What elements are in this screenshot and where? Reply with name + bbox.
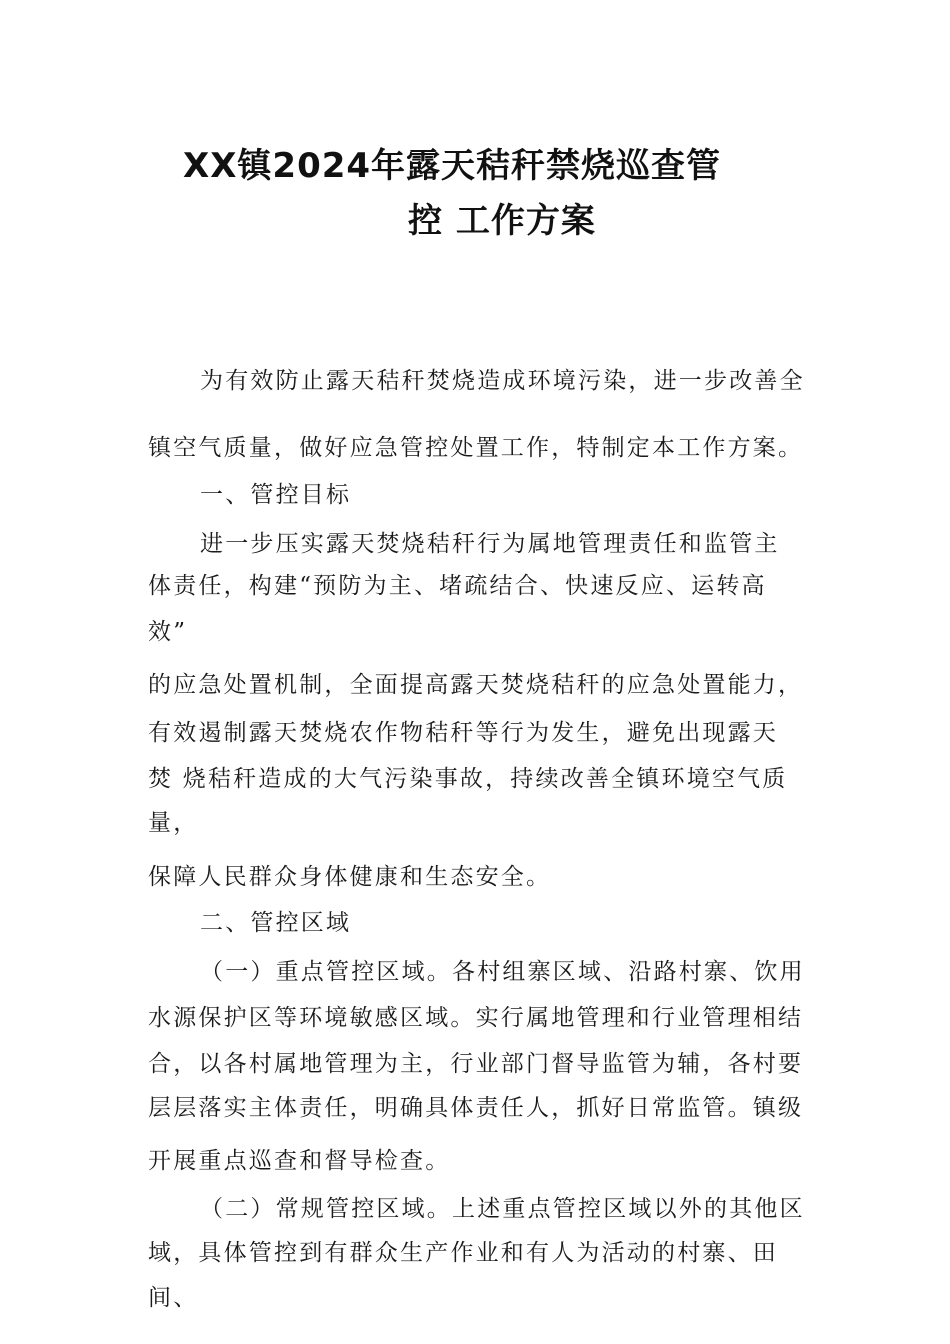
document-title-line-1: XX镇2024年露天秸秆禁烧巡查管 <box>183 146 722 186</box>
body-line: 量， <box>148 810 199 836</box>
body-line: 保障人民群众身体健康和生态安全。 <box>148 864 552 890</box>
body-line: 有效遏制露天焚烧农作物秸秆等行为发生，避免出现露天 <box>148 720 778 746</box>
body-line: 域，具体管控到有群众生产作业和有人为活动的村寨、田 <box>148 1240 778 1266</box>
body-line: 间、 <box>148 1285 199 1311</box>
section-heading: 二、管控区域 <box>200 910 352 936</box>
body-line: 效” <box>148 619 188 645</box>
body-line: 进一步压实露天焚烧秸秆行为属地管理责任和监管主 <box>200 531 780 557</box>
body-line: 焚 烧秸秆造成的大气污染事故，持续改善全镇环境空气质 <box>148 766 788 792</box>
body-line: 水源保护区等环境敏感区域。实行属地管理和行业管理相结 <box>148 1005 804 1031</box>
document-title-line-2: 控 工作方案 <box>408 201 596 241</box>
body-line: 的应急处置机制，全面提高露天焚烧秸秆的应急处置能力， <box>148 672 804 698</box>
body-line: 体责任，构建“预防为主、堵疏结合、快速反应、运转高 <box>148 573 767 599</box>
body-line: 合，以各村属地管理为主，行业部门督导监管为辅，各村要 <box>148 1051 804 1077</box>
body-line: （二）常规管控区域。上述重点管控区域以外的其他区 <box>200 1196 805 1222</box>
body-line: （一）重点管控区域。各村组寨区域、沿路村寨、饮用 <box>200 959 805 985</box>
body-line: 开展重点巡查和督导检查。 <box>148 1148 451 1174</box>
body-line: 为有效防止露天秸秆焚烧造成环境污染，进一步改善全 <box>200 368 805 394</box>
section-heading: 一、管控目标 <box>200 482 352 508</box>
body-line: 镇空气质量，做好应急管控处置工作，特制定本工作方案。 <box>148 435 804 461</box>
body-line: 层层落实主体责任，明确具体责任人，抓好日常监管。镇级 <box>148 1095 804 1121</box>
